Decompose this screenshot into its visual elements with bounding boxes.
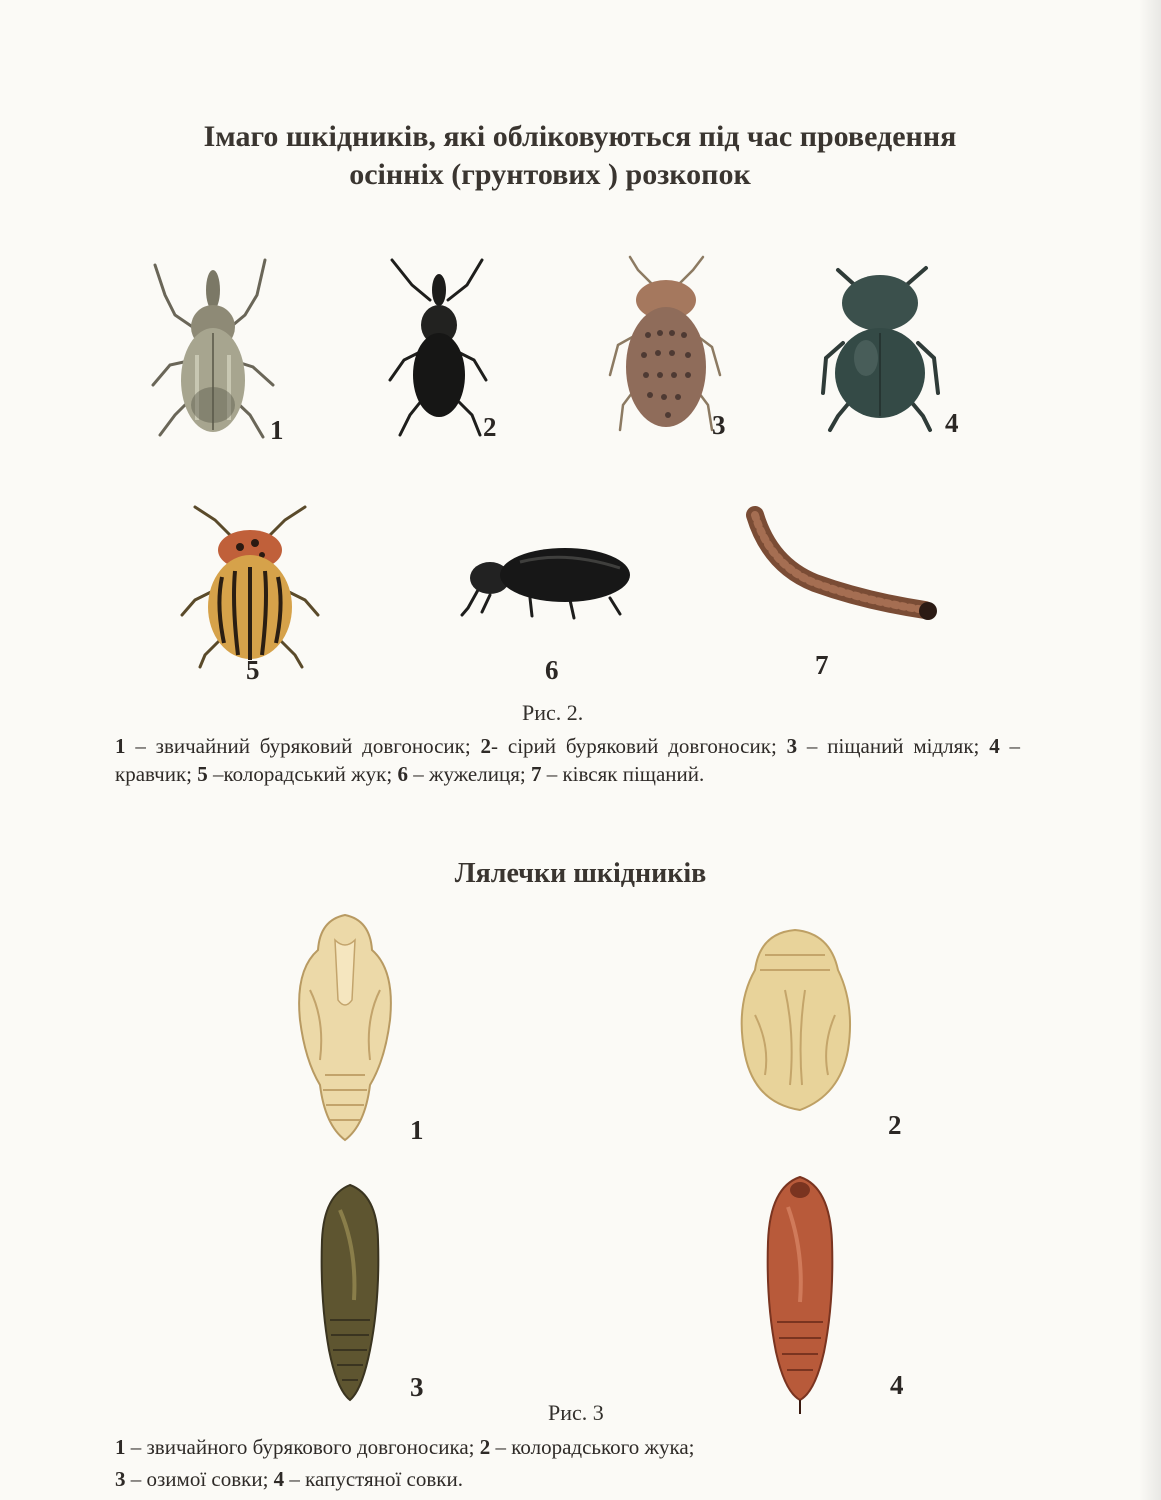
legend-2-num-4: 4	[989, 734, 1000, 758]
title-line-2: осінніх (грунтових ) розкопок	[349, 158, 751, 191]
figure-3-number-2: 2	[888, 1110, 902, 1140]
legend-3-text-1: – звичайного бурякового довгоносика;	[125, 1435, 480, 1459]
legend-2-num-5: 5	[197, 762, 208, 786]
legend-3-num-2: 2	[479, 1435, 491, 1459]
insect-3-sand-darkling	[608, 255, 723, 435]
section-title-pupae: Лялечки шкідників	[454, 858, 707, 889]
legend-2-text-2: - сірий буряковий довгоносик;	[491, 734, 787, 758]
figure-3-number-4: 4	[890, 1370, 904, 1400]
figure-2-number-4: 4	[945, 408, 959, 438]
legend-2-num-2: 2	[480, 734, 492, 758]
legend-2-text-4: – кравчик;	[115, 734, 1021, 786]
insect-4-kravchik	[818, 258, 943, 433]
figure-3-number-3: 3	[410, 1372, 424, 1402]
figure-2-number-6: 6	[545, 655, 559, 685]
legend-2-num-1: 1	[115, 734, 126, 758]
legend-3-num-4: 4	[273, 1467, 285, 1491]
legend-2-text-7: – ківсяк піщаний.	[541, 762, 705, 786]
figure-3-caption: Рис. 3	[548, 1400, 604, 1425]
figure-3-legend-line-1	[115, 1433, 1020, 1461]
pupa-2-colorado-beetle	[730, 925, 860, 1115]
figure-3-legend-line-2	[115, 1465, 1020, 1493]
insect-7-sand-millipede	[745, 505, 940, 630]
insect-1-common-beet-weevil	[145, 255, 280, 440]
legend-2-num-7: 7	[530, 762, 542, 786]
pupa-4-cabbage-moth	[760, 1172, 840, 1417]
legend-2-text-5: –колорадський жук;	[207, 762, 398, 786]
figure-2-number-1: 1	[270, 415, 284, 445]
page-title	[100, 118, 1060, 194]
pupa-3-winter-cutworm	[312, 1180, 387, 1405]
figure-2-number-2: 2	[483, 412, 497, 442]
legend-3-num-1: 1	[115, 1435, 126, 1459]
legend-2-text-6: – жужелиця;	[407, 762, 531, 786]
legend-3-text-2: – колорадського жука;	[490, 1435, 695, 1459]
insect-2-grey-beet-weevil	[382, 255, 497, 440]
figure-3-number-1: 1	[410, 1115, 424, 1145]
figure-2-number-7: 7	[815, 650, 829, 680]
legend-3-num-3: 3	[115, 1467, 126, 1491]
pupa-1-beet-weevil	[290, 910, 400, 1145]
insect-6-ground-beetle	[460, 540, 645, 620]
legend-2-num-3: 3	[786, 734, 798, 758]
insect-5-colorado-beetle	[180, 505, 320, 670]
legend-3-text-3: – озимої совки;	[125, 1467, 274, 1491]
legend-2-num-6: 6	[397, 762, 408, 786]
legend-2-text-1: – звичайний буряковий довгоносик;	[125, 734, 481, 758]
title-line-1: Імаго шкідників, які обліковуються під час проведення	[203, 120, 957, 153]
figure-2-caption: Рис. 2.	[522, 700, 584, 725]
figure-2-legend	[115, 732, 1020, 788]
legend-3-text-4: – капустяної совки.	[284, 1467, 463, 1491]
scan-edge-shadow	[1139, 0, 1161, 1500]
figure-2-number-5: 5	[246, 655, 260, 685]
figure-2-number-3: 3	[712, 410, 726, 440]
legend-2-text-3: – піщаний мідляк;	[797, 734, 990, 758]
